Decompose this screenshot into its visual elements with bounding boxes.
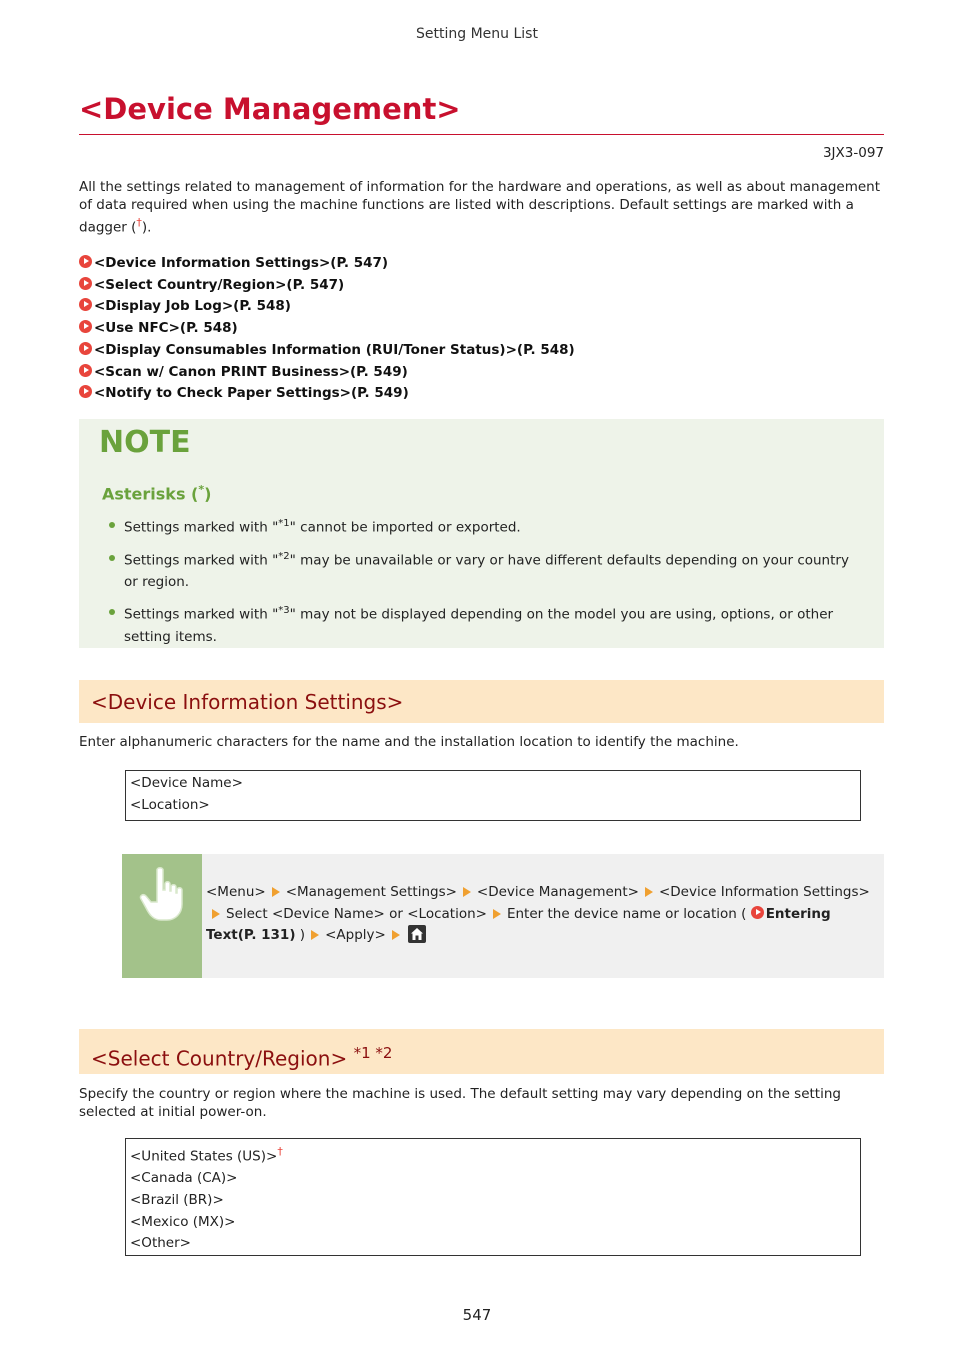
options-table (125, 1138, 861, 1256)
option-item: <Brazil (BR)> (130, 1191, 224, 1208)
link-label: <Device Information Settings>(P. 547) (94, 255, 389, 271)
link-arrow-icon (79, 385, 92, 398)
note-bullet (107, 600, 857, 648)
section-title: <Device Information Settings> (91, 690, 404, 714)
intro-text: All the settings related to management of information for the hardware and operations, as well as about management of data required when using the machine functions are listed with descriptions. Default settings are marked with a dagger ( (79, 179, 881, 236)
link-arrow-icon (79, 255, 92, 268)
option-item: <Mexico (MX)> (130, 1213, 236, 1230)
option-item-default (130, 1141, 856, 1168)
step-menu: <Menu> (206, 884, 266, 900)
section-link-consumables-info[interactable] (79, 340, 575, 362)
step-arrow-icon (463, 887, 471, 897)
asterisk-mark: *3 (278, 605, 290, 616)
intro-paragraph (79, 179, 884, 237)
bullet-text: " may not be displayed depending on the model you are using, options, or other setting items. (124, 606, 834, 645)
section-link-display-job-log[interactable] (79, 296, 575, 318)
step-arrow-icon (311, 930, 319, 940)
bullet-text: Settings marked with " (124, 519, 279, 536)
link-label: <Use NFC>(P. 548) (94, 320, 238, 337)
note-subheading-text: Asterisks ( (102, 484, 199, 504)
bullet-text: " cannot be imported or exported. (289, 519, 521, 536)
bullet-text: Settings marked with " (124, 552, 279, 568)
step-device-information: <Device Information Settings> (658, 884, 870, 900)
section-title-row (79, 1029, 884, 1083)
step-select-field: Select <Device Name> or <Location> (226, 905, 487, 922)
section-description: Specify the country or region where the machine is used. The default setting may vary depending on the setting selected at initial power-on. (79, 1086, 841, 1120)
bullet-text: " may be unavailable or vary or have different defaults depending on your country or region. (124, 552, 849, 590)
link-label: <Display Job Log>(P. 548) (94, 298, 291, 315)
note-heading: NOTE (99, 425, 191, 460)
intro-text-end: ). (141, 219, 152, 236)
note-subheading-close: ) (204, 484, 212, 504)
procedure-sidebar (122, 854, 202, 978)
section-link-scan-canon-print[interactable] (79, 362, 575, 384)
dagger-mark: † (136, 216, 142, 229)
link-arrow-icon (79, 342, 92, 355)
section-link-notify-paper[interactable] (79, 383, 575, 405)
page-number: 547 (462, 1306, 492, 1324)
link-label: <Notify to Check Paper Settings>(P. 549) (94, 385, 409, 402)
section-title: <Select Country/Region> (91, 1046, 348, 1071)
link-arrow-icon (79, 320, 92, 333)
bullet-text: Settings marked with " (124, 606, 279, 623)
home-icon (408, 925, 426, 943)
section-link-use-nfc[interactable] (79, 318, 575, 340)
default-dagger-mark: † (277, 1145, 283, 1158)
entering-text-link[interactable]: Entering Text(P. 131) (206, 905, 831, 944)
asterisk-mark: *2 (278, 550, 290, 562)
procedure-box (122, 854, 884, 978)
note-bullet-list (107, 513, 857, 655)
step-apply: <Apply> (325, 927, 386, 944)
option-item: <Other> (130, 1235, 191, 1252)
link-label: <Select Country/Region>(P. 547) (94, 276, 345, 293)
link-label: <Display Consumables Information (RUI/Toner Status)>(P. 548) (94, 341, 575, 358)
link-arrow-icon (79, 364, 92, 377)
pointing-hand-icon (137, 866, 187, 922)
section-header-device-information (79, 680, 884, 723)
step-arrow-icon (645, 887, 653, 897)
step-close-paren: ) (299, 927, 306, 944)
options-table (125, 770, 861, 821)
asterisk-mark: * (198, 483, 205, 496)
asterisk-marks: *1 *2 (353, 1044, 393, 1062)
link-arrow-icon (79, 277, 92, 290)
section-link-device-information[interactable] (79, 253, 575, 275)
section-header-select-country (79, 1029, 884, 1074)
step-arrow-icon (392, 930, 400, 940)
step-management-settings: <Management Settings> (285, 884, 457, 900)
step-arrow-icon (212, 909, 220, 919)
option-label: <United States (US)> (130, 1148, 278, 1165)
section-description: Enter alphanumeric characters for the name and the installation location to identify the machine. (79, 734, 739, 750)
step-device-management: <Device Management> (476, 884, 639, 900)
option-item: <Device Name> (130, 775, 243, 791)
link-label: <Scan w/ Canon PRINT Business>(P. 549) (94, 363, 408, 380)
link-arrow-icon (79, 298, 92, 311)
option-item: <Location> (130, 796, 210, 813)
step-arrow-icon (272, 887, 280, 897)
section-link-select-country[interactable] (79, 275, 575, 297)
option-item: <Canada (CA)> (130, 1170, 238, 1187)
link-arrow-icon (751, 906, 764, 919)
note-bullet (107, 513, 857, 539)
document-code: 3JX3-097 (822, 145, 884, 161)
section-link-list (79, 253, 575, 405)
step-enter-name: Enter the device name or location ( (506, 905, 747, 922)
note-subheading (102, 483, 211, 503)
note-bullet (107, 546, 857, 594)
running-header: Setting Menu List (416, 26, 538, 42)
asterisk-mark: *1 (278, 518, 290, 529)
note-box (79, 419, 884, 648)
step-arrow-icon (493, 909, 501, 919)
page-title: <Device Management> (79, 92, 461, 126)
title-divider (79, 134, 884, 135)
procedure-steps (206, 882, 876, 947)
